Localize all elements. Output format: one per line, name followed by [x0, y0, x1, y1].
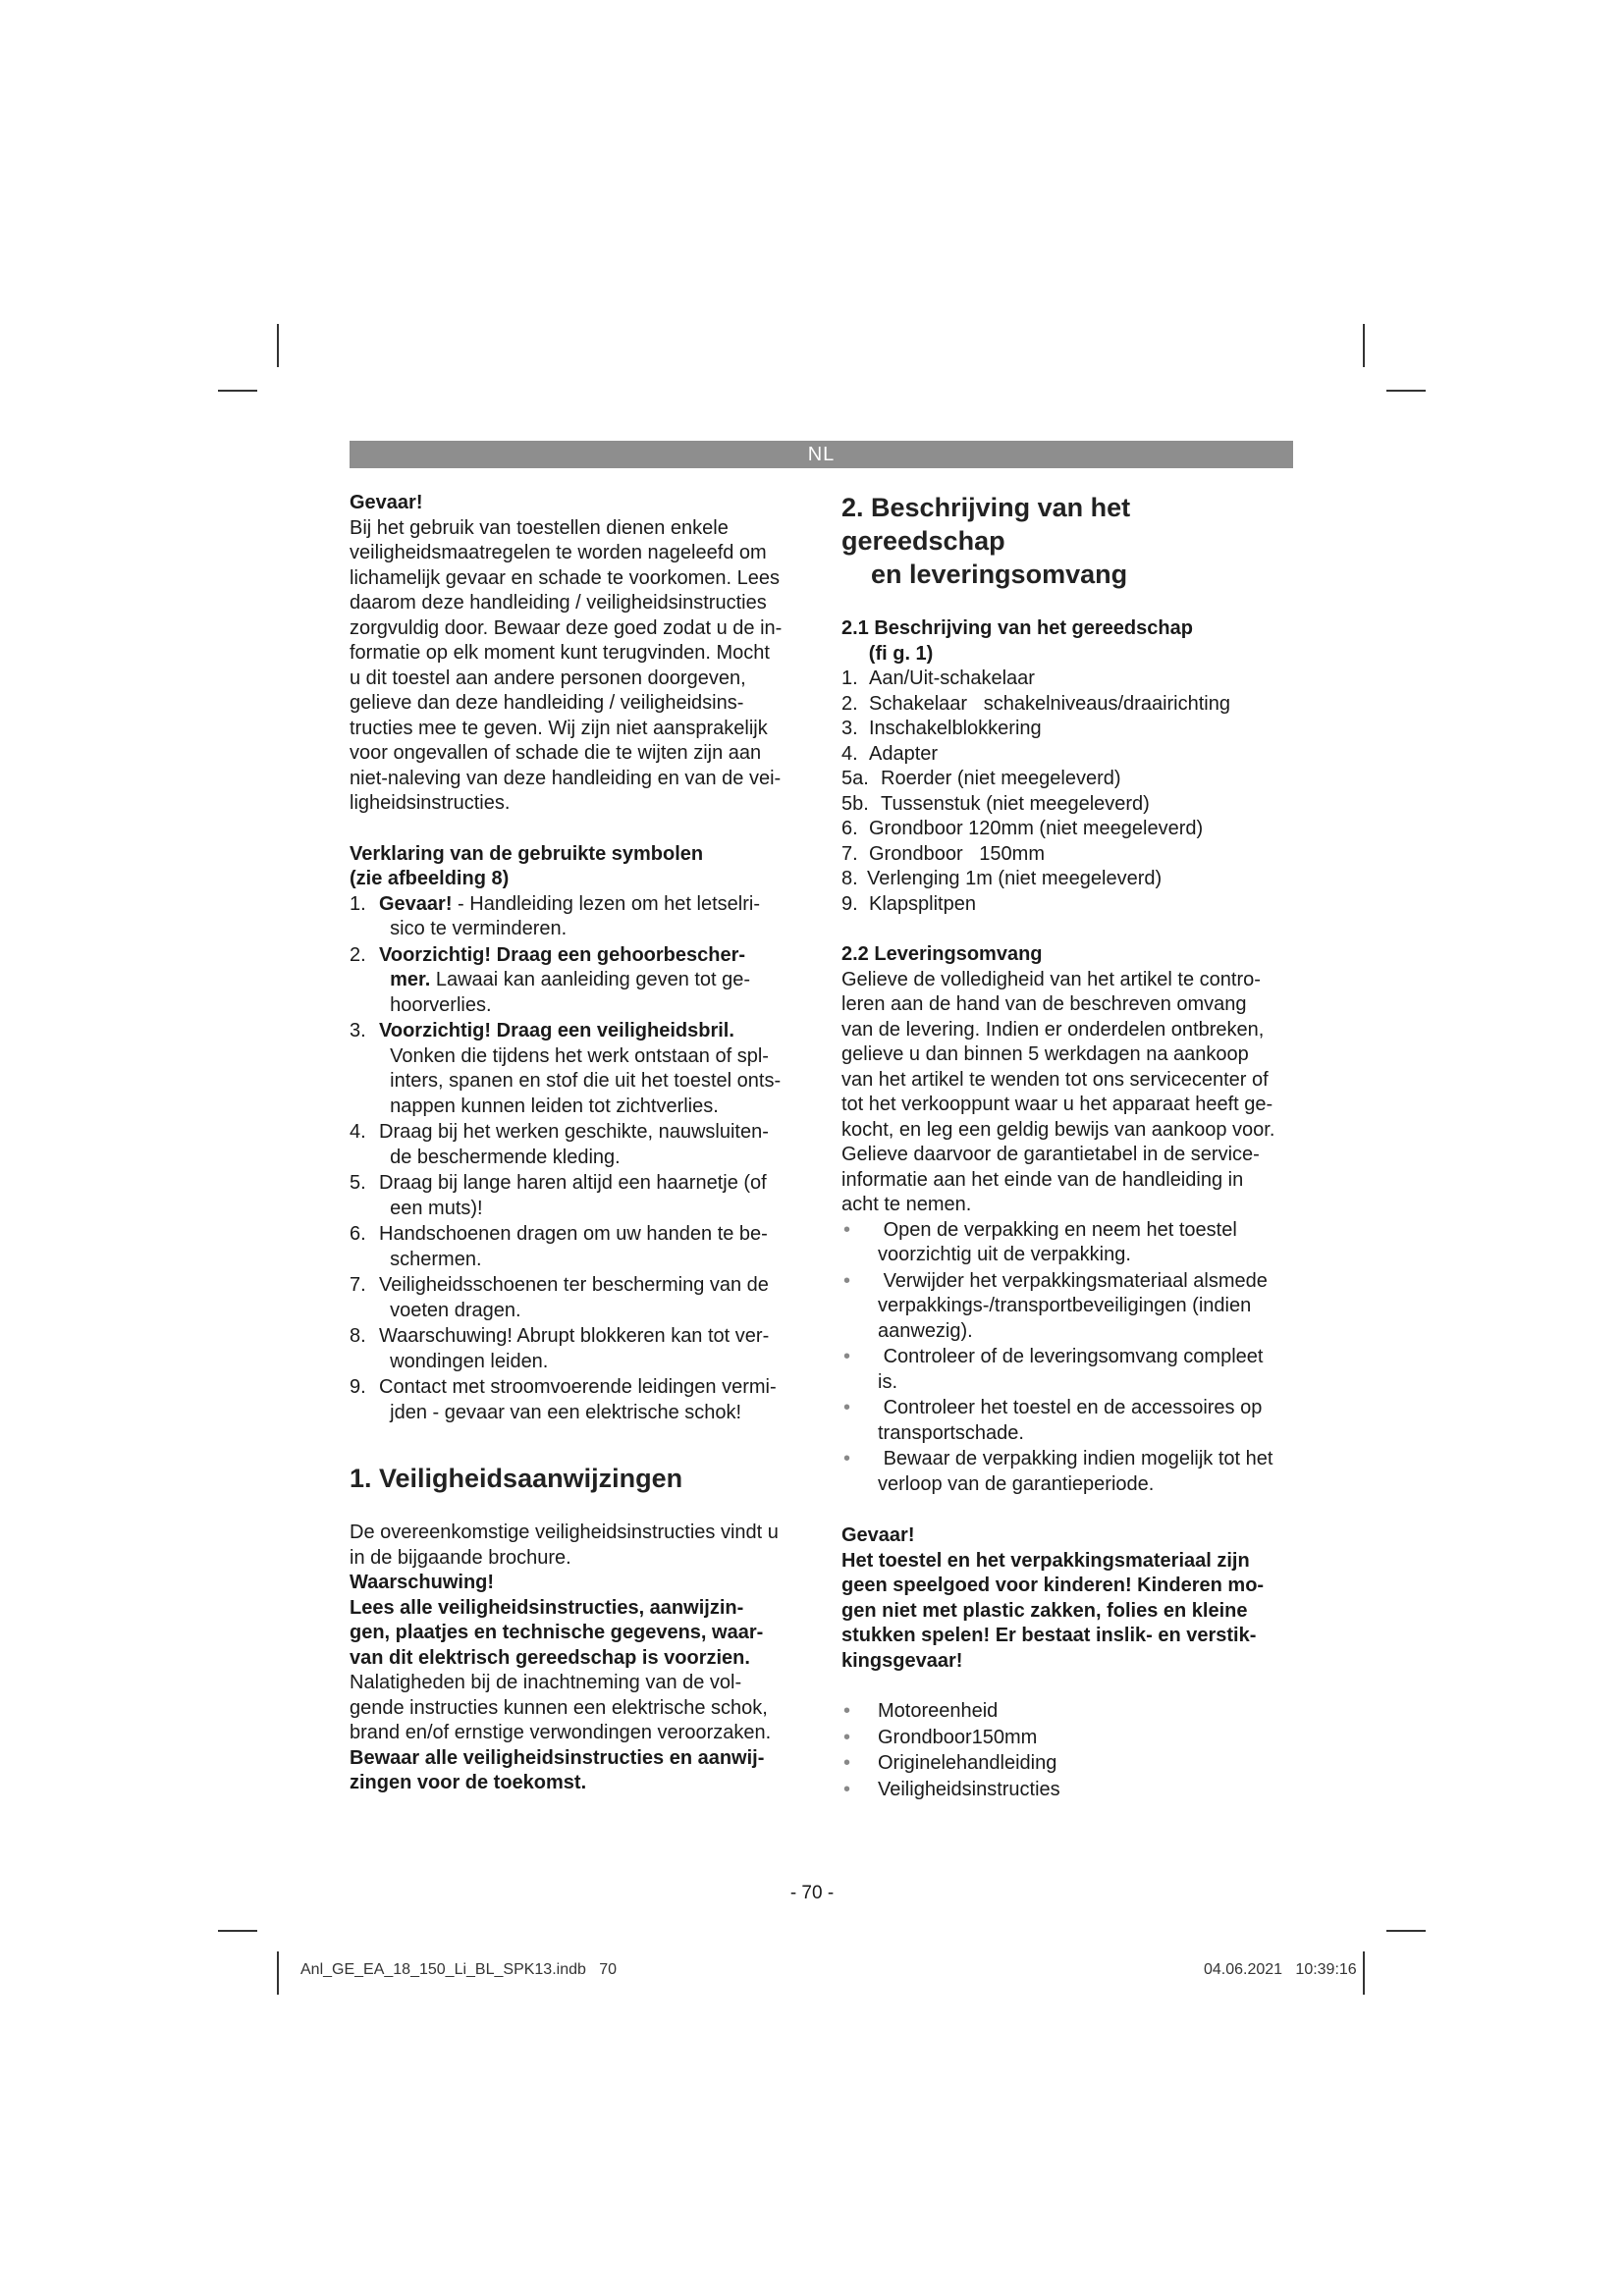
list-item: 3. Inschakelblokkering	[841, 718, 1042, 739]
list-item: 1. Gevaar! - Handleiding lezen om het letselri- sico te verminderen.	[350, 892, 760, 939]
gevaar2-title: Gevaar!	[841, 1524, 915, 1546]
list-item: • Grondboor150mm	[843, 1726, 1038, 1748]
page-number: - 70 -	[789, 1883, 835, 1903]
crop-mark	[277, 1951, 279, 1995]
list-item: • Open de verpakking en neem het toestel voorzichtig uit de verpakking.	[843, 1218, 1237, 1265]
crop-mark	[1386, 390, 1426, 392]
list-item: • Veiligheidsinstructies	[843, 1778, 1060, 1800]
list-item: 6. Grondboor 120mm (niet meegeleverd)	[841, 818, 1204, 839]
section2-title: 2. Beschrijving van het gereedschap en leveringsomvang	[841, 493, 1131, 589]
language-header-bar: NL	[350, 441, 1293, 468]
sub22-title: 2.2 Leveringsomvang	[841, 943, 1043, 965]
crop-mark	[1363, 324, 1365, 367]
warning-title: Waarschuwing!	[350, 1572, 495, 1593]
list-item: 5a. Roerder (niet meegeleverd)	[841, 768, 1121, 789]
symbols-title: Verklaring van de gebruikte symbolen (zie afbeelding 8)	[350, 842, 704, 889]
list-item: 2. Schakelaar schakelniveaus/draairichting	[841, 692, 1230, 715]
list-item: 1. Aan/Uit-schakelaar	[841, 667, 1035, 689]
list-item: 7. Grondboor 150mm	[841, 842, 1045, 865]
list-item: 8. Waarschuwing! Abrupt blokkeren kan tot ver- wondingen leiden.	[350, 1325, 770, 1372]
contents-list	[841, 1699, 1295, 1802]
list-item: 9. Klapsplitpen	[841, 892, 976, 915]
crop-mark	[1386, 1930, 1426, 1932]
list-item: 6. Handschoenen dragen om uw handen te be- schermen.	[350, 1223, 768, 1270]
left-column	[350, 491, 803, 1796]
crop-mark	[277, 324, 279, 367]
section1-title: 1. Veiligheidsaanwijzingen	[350, 1464, 683, 1493]
list-item: • Verwijder het verpakkingsmateriaal alsmede verpakkings-/transportbeveiligingen (indien aanwezig).	[843, 1269, 1268, 1342]
list-item: 5b. Tussenstuk (niet meegeleverd)	[841, 792, 1150, 815]
checks-list	[841, 1218, 1295, 1498]
list-item: 3. Voorzichtig! Draag een veiligheidsbril. Vonken die tijdens het werk ontstaan of spl- inters, spanen en stof die uit het toestel onts- nappen kunnen leiden tot zichtverlies.	[350, 1020, 782, 1117]
symbols-list	[350, 892, 803, 1426]
list-item: • Controleer of de leveringsomvang compleet is.	[843, 1346, 1264, 1393]
sub22-text: Gelieve de volledigheid van het artikel te contro- leren aan de hand van de beschreven omvang van de levering. Indien er onderdelen ontbreken, gelieve u dan binnen 5 werkdagen na aankoop van het artikel te wenden tot ons servicecenter of tot het verkooppunt waar u het apparaat heeft ge- kocht, en leg een geldig bewijs van aankoop voor. Gelieve daarvoor de garantietabel in de service- informatie aan het einde van de handleiding in acht te nemen.	[841, 968, 1275, 1215]
section1-intro: De overeenkomstige veiligheidsinstructies vindt u in de bijgaande brochure.	[350, 1522, 779, 1569]
list-item: 4. Adapter	[841, 742, 939, 765]
list-item: 2. Voorzichtig! Draag een gehoorbescher- mer. Lawaai kan aanleiding geven tot ge- hoorverlies.	[350, 943, 751, 1016]
list-item: 9. Contact met stroomvoerende leidingen vermi- jden - gevaar van een elektrische schok!	[350, 1376, 777, 1423]
sub21-title: 2.1 Beschrijving van het gereedschap (fi g. 1)	[841, 617, 1193, 665]
crop-mark	[218, 390, 257, 392]
list-item: • Controleer het toestel en de accessoires op transportschade.	[843, 1397, 1263, 1444]
list-item: • Motoreenheid	[843, 1700, 999, 1722]
warning-text: Nalatigheden bij de inachtneming van de vol- gende instructies kunnen een elektrische schok, brand en/of ernstige verwondingen veroorzaken.	[350, 1672, 772, 1743]
gevaar2-text: Het toestel en het verpakkingsmateriaal zijn geen speelgoed voor kinderen! Kinderen mo- gen niet met plastic zakken, folies en kleine stukken spelen! Er bestaat inslik- en verstik- kingsgevaar!	[841, 1549, 1265, 1672]
gevaar-title: Gevaar!	[350, 492, 423, 513]
warning-bold-end: Bewaar alle veiligheidsinstructies en aanwij- zingen voor de toekomst.	[350, 1746, 765, 1793]
list-item: • Bewaar de verpakking indien mogelijk tot het verloop van de garantieperiode.	[843, 1448, 1273, 1495]
parts-list	[841, 667, 1295, 917]
right-column	[841, 491, 1295, 1803]
warning-bold-text: Lees alle veiligheidsinstructies, aanwijzin- gen, plaatjes en technische gegevens, waar- van dit elektrisch gereedschap is voorzien.	[350, 1596, 764, 1669]
footer-file: Anl_GE_EA_18_150_Li_BL_SPK13.indb 70	[300, 1961, 618, 1978]
list-item: • Originelehandleiding	[843, 1752, 1057, 1774]
crop-mark	[1363, 1951, 1365, 1995]
gevaar-text: Bij het gebruik van toestellen dienen enkele veiligheidsmaatregelen te worden nageleefd om lichamelijk gevaar en schade te voorkomen. Lees daarom deze handleiding / veiligheidsinstructies zorgvuldig door. Bewaar deze goed zodat u de in- formatie op elk moment kunt terugvinden. Mocht u dit toestel aan andere personen doorgeven, gelieve dan deze handleiding / veiligheidsins- tructies mee te geven. Wij zijn niet aansprakelijk voor ongevallen of schade die te wijten zijn aan niet-naleving van deze handleiding en van de vei- ligheidsinstructies.	[350, 516, 783, 814]
list-item: 7. Veiligheidsschoenen ter bescherming van de voeten dragen.	[350, 1274, 769, 1321]
list-item: 5. Draag bij lange haren altijd een haarnetje (of een muts)!	[350, 1172, 767, 1219]
crop-mark	[218, 1930, 257, 1932]
list-item: 4. Draag bij het werken geschikte, nauwsluiten- de beschermende kleding.	[350, 1121, 769, 1168]
footer-date: 04.06.2021 10:39:16	[1204, 1961, 1357, 1978]
list-item: 8. Verlenging 1m (niet meegeleverd)	[841, 868, 1163, 889]
